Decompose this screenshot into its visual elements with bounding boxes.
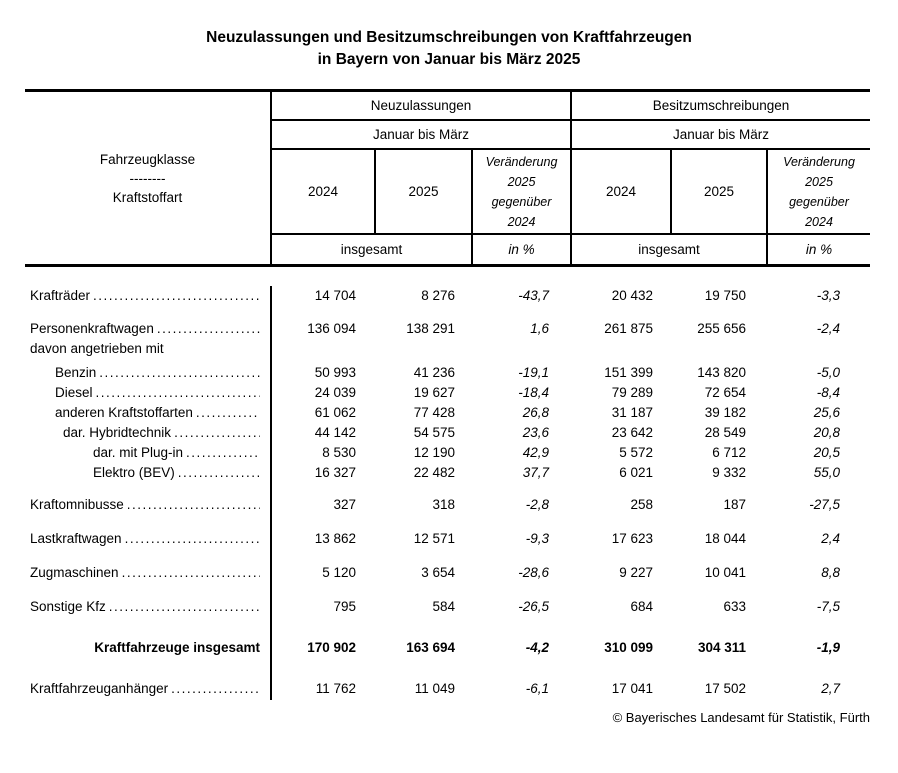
header-period-neu: Januar bis März	[272, 121, 572, 150]
dot-leader	[186, 443, 260, 463]
table-row-kraftomnibusse	[25, 495, 870, 515]
value-neu-change: 37,7	[522, 465, 549, 480]
value-bes-2024: 258	[630, 497, 653, 512]
value-neu-change: 1,6	[530, 321, 549, 336]
table-body	[25, 286, 870, 700]
row-label-text: dar. mit Plug-in	[93, 445, 184, 460]
page-title-line1: Neuzulassungen und Besitzumschreibungen von Kraftfahrzeugen	[206, 29, 692, 46]
table-header	[25, 89, 870, 267]
dot-leader	[93, 286, 260, 306]
value-bes-2025: 187	[723, 497, 746, 512]
header-neu-change	[473, 150, 572, 235]
value-neu-2024: 136 094	[307, 321, 356, 336]
value-bes-2025: 17 502	[704, 681, 746, 696]
dot-leader	[122, 563, 260, 583]
row-label-text: davon angetrieben mit	[30, 341, 164, 356]
value-neu-2025: 41 236	[413, 365, 455, 380]
value-neu-2025: 77 428	[413, 405, 455, 420]
table-row-kraftraeder	[25, 286, 870, 306]
header-neu-2025: 2025	[376, 150, 473, 235]
value-neu-2025: 138 291	[406, 321, 455, 336]
dot-leader	[127, 495, 260, 515]
value-bes-2025: 39 182	[704, 405, 746, 420]
value-bes-change: -8,4	[816, 385, 840, 400]
value-neu-2024: 11 762	[315, 681, 356, 696]
table-row-zugmaschinen	[25, 563, 870, 583]
table-row-elektro-bev	[25, 463, 870, 483]
value-bes-2024	[572, 339, 672, 359]
value-bes-change: -5,0	[816, 365, 840, 380]
header-bes-insgesamt: insgesamt	[572, 235, 768, 264]
value-neu-2025: 12 571	[413, 531, 455, 546]
row-label-text: Kraftomnibusse	[30, 497, 124, 512]
value-bes-change: -27,5	[809, 497, 840, 512]
value-bes-change: -1,9	[816, 640, 840, 655]
header-neu-insgesamt: insgesamt	[272, 235, 473, 264]
page-title-line2: in Bayern von Januar bis März 2025	[317, 51, 581, 68]
value-neu-2025: 3 654	[421, 565, 455, 580]
header-neu-change-text: Veränderung 2025 gegenüber 2024	[485, 154, 558, 229]
table-row-andere-kraftstoffarten	[25, 403, 870, 423]
value-neu-2025: 163 694	[406, 640, 455, 655]
value-neu-2024: 14 704	[314, 288, 356, 303]
value-bes-2024: 261 875	[604, 321, 653, 336]
row-label-text: dar. Hybridtechnik	[63, 425, 172, 440]
row-label	[25, 563, 272, 583]
value-neu-2024: 170 902	[307, 640, 356, 655]
value-neu-change: -43,7	[518, 288, 549, 303]
value-neu-2024: 13 862	[314, 531, 356, 546]
value-neu-change: -4,2	[525, 640, 549, 655]
header-bes-percent: in %	[805, 242, 833, 257]
value-bes-2025: 633	[723, 599, 746, 614]
dot-leader	[196, 403, 260, 423]
row-label-text: Zugmaschinen	[30, 565, 119, 580]
value-neu-2025: 8 276	[421, 288, 455, 303]
header-neuzulassungen: Neuzulassungen	[272, 92, 572, 121]
value-bes-2025: 9 332	[712, 465, 746, 480]
value-bes-2024: 20 432	[611, 288, 653, 303]
table-row-personenkraftwagen	[25, 319, 870, 339]
value-neu-2024: 795	[333, 599, 356, 614]
header-stub	[25, 92, 272, 264]
row-label	[25, 529, 272, 549]
table-row-hybridtechnik	[25, 423, 870, 443]
table-row-diesel	[25, 383, 870, 403]
value-neu-2024: 24 039	[314, 385, 356, 400]
dot-leader	[157, 319, 260, 339]
value-neu-2025: 22 482	[413, 465, 455, 480]
row-label-text: Kraftfahrzeuge insgesamt	[94, 640, 260, 655]
value-bes-change: 8,8	[821, 565, 840, 580]
table-row-davon	[25, 339, 870, 359]
table-row-benzin	[25, 363, 870, 383]
copyright-notice: © Bayerisches Landesamt für Statistik, Fürth	[612, 710, 870, 725]
dot-leader	[174, 423, 260, 443]
value-neu-2024	[272, 339, 376, 359]
value-neu-2024: 50 993	[314, 365, 356, 380]
dot-leader	[171, 679, 260, 699]
table-row-plug-in	[25, 443, 870, 463]
value-neu-change: 42,9	[522, 445, 549, 460]
value-bes-2024: 151 399	[604, 365, 653, 380]
row-label	[25, 495, 272, 515]
row-label	[25, 319, 272, 339]
row-label	[25, 597, 272, 617]
header-bes-change	[768, 150, 870, 235]
value-bes-2024: 17 623	[611, 531, 653, 546]
value-neu-2025: 584	[432, 599, 455, 614]
value-neu-change: -18,4	[518, 385, 549, 400]
row-label-text: Krafträder	[30, 288, 91, 303]
value-neu-change: -2,8	[525, 497, 549, 512]
value-neu-2024: 5 120	[322, 565, 356, 580]
value-bes-2024: 79 289	[611, 385, 653, 400]
row-label-text: Sonstige Kfz	[30, 599, 106, 614]
row-label	[25, 363, 272, 383]
value-bes-change: -3,3	[816, 288, 840, 303]
value-neu-change	[473, 339, 572, 359]
value-bes-change: 55,0	[813, 465, 840, 480]
value-bes-change: 2,4	[821, 531, 840, 546]
row-label	[25, 638, 272, 658]
row-label-text: anderen Kraftstoffarten	[55, 405, 193, 420]
value-neu-change: 26,8	[522, 405, 549, 420]
header-besitzumschreibungen: Besitzumschreibungen	[572, 92, 870, 121]
value-bes-2025	[672, 339, 768, 359]
value-neu-change: -26,5	[518, 599, 549, 614]
row-label	[25, 383, 272, 403]
dot-leader	[99, 363, 260, 383]
value-bes-2024: 9 227	[619, 565, 653, 580]
table-row-kraftfahrzeuganhaenger	[25, 679, 870, 699]
header-bes-2024: 2024	[572, 150, 672, 235]
row-label	[25, 403, 272, 423]
dot-leader	[109, 597, 260, 617]
row-label	[25, 463, 272, 483]
value-neu-2024: 44 142	[314, 425, 356, 440]
row-label	[25, 443, 272, 463]
header-bes-change-text: Veränderung 2025 gegenüber 2024	[783, 154, 855, 229]
value-neu-2025: 318	[432, 497, 455, 512]
value-bes-change: 20,8	[813, 425, 840, 440]
dot-leader	[178, 463, 260, 483]
value-bes-2025: 143 820	[697, 365, 746, 380]
statistics-table	[25, 89, 870, 700]
row-label	[25, 339, 272, 359]
value-bes-2024: 17 041	[611, 681, 653, 696]
value-neu-change: -9,3	[525, 531, 549, 546]
row-label-text: Elektro (BEV)	[93, 465, 175, 480]
value-neu-2025: 11 049	[414, 681, 455, 696]
value-neu-2025: 54 575	[413, 425, 455, 440]
value-bes-change	[768, 339, 870, 359]
value-neu-change: -28,6	[518, 565, 549, 580]
header-stub-divider: --------	[129, 170, 166, 186]
value-neu-2025	[376, 339, 473, 359]
dot-leader	[125, 529, 260, 549]
value-neu-change: -6,1	[525, 681, 549, 696]
value-bes-change: 25,6	[813, 405, 840, 420]
header-neu-percent: in %	[473, 235, 572, 264]
value-bes-2024: 23 642	[611, 425, 653, 440]
value-bes-change: 20,5	[813, 445, 840, 460]
value-neu-change: -19,1	[518, 365, 549, 380]
value-neu-2024: 8 530	[322, 445, 356, 460]
value-bes-2024: 684	[630, 599, 653, 614]
value-bes-2025: 19 750	[704, 288, 746, 303]
row-label	[25, 423, 272, 443]
header-period-bes: Januar bis März	[572, 121, 870, 150]
value-bes-change: -7,5	[816, 599, 840, 614]
value-bes-2025: 18 044	[704, 531, 746, 546]
value-bes-2025: 255 656	[697, 321, 746, 336]
value-bes-2024: 5 572	[619, 445, 653, 460]
dot-leader	[96, 383, 260, 403]
header-neu-2024: 2024	[272, 150, 376, 235]
value-neu-2025: 19 627	[413, 385, 455, 400]
value-bes-2025: 304 311	[697, 640, 746, 655]
value-bes-2024: 6 021	[619, 465, 653, 480]
row-label-text: Personenkraftwagen	[30, 321, 154, 336]
value-neu-change: 23,6	[522, 425, 549, 440]
value-bes-2025: 10 041	[704, 565, 746, 580]
value-bes-change: -2,4	[816, 321, 840, 336]
value-bes-change: 2,7	[821, 681, 840, 696]
table-row-lastkraftwagen	[25, 529, 870, 549]
value-bes-2025: 6 712	[712, 445, 746, 460]
value-bes-2024: 310 099	[604, 640, 653, 655]
value-neu-2025: 12 190	[413, 445, 455, 460]
row-label	[25, 679, 272, 699]
header-stub-line2: Kraftstoffart	[112, 189, 183, 205]
value-neu-2024: 16 327	[314, 465, 356, 480]
value-neu-2024: 61 062	[314, 405, 356, 420]
header-stub-line1: Fahrzeugklasse	[99, 151, 196, 167]
value-bes-2025: 72 654	[704, 385, 746, 400]
row-label-text: Benzin	[55, 365, 97, 380]
value-neu-2024: 327	[333, 497, 356, 512]
table-row-kraftfahrzeuge-insgesamt	[25, 638, 870, 658]
row-label-text: Lastkraftwagen	[30, 531, 122, 546]
table-row-sonstige-kfz	[25, 597, 870, 617]
value-bes-2024: 31 187	[611, 405, 653, 420]
value-bes-2025: 28 549	[704, 425, 746, 440]
row-label-text: Diesel	[55, 385, 93, 400]
row-label	[25, 286, 272, 306]
header-bes-2025: 2025	[672, 150, 768, 235]
page-title	[0, 27, 898, 71]
row-label-text: Kraftfahrzeuganhänger	[30, 681, 169, 696]
